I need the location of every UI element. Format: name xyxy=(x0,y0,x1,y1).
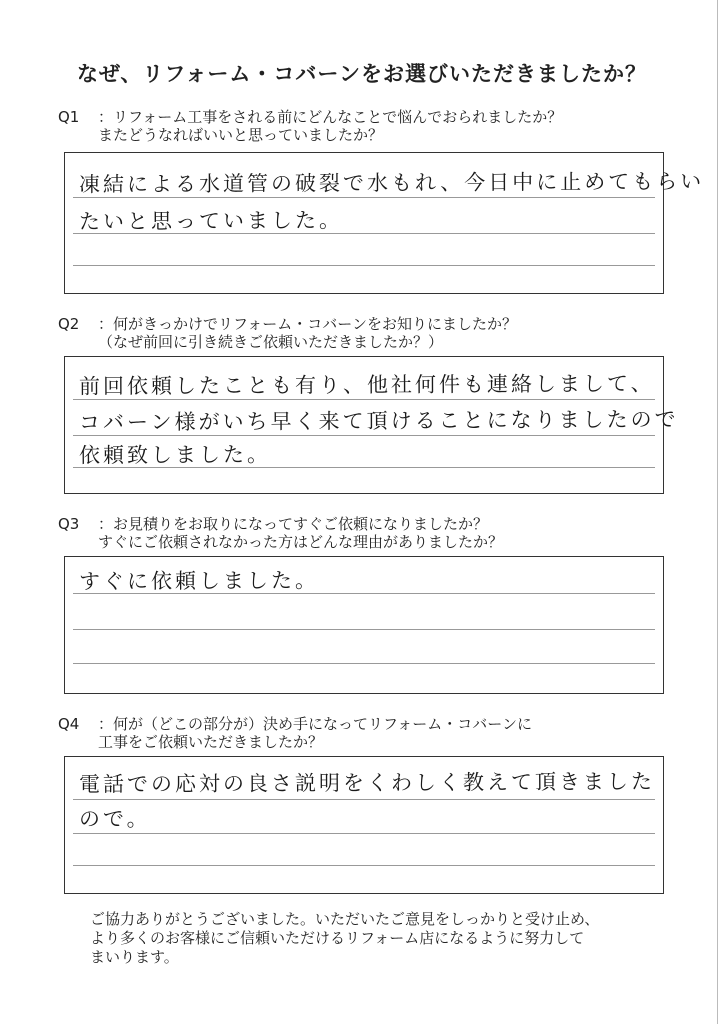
question-text-line1: ：リフォーム工事をされる前にどんなことで悩んでおられましたか？ xyxy=(98,108,563,126)
answer-rule xyxy=(73,265,655,266)
handwritten-answer-line: ので。 xyxy=(78,806,151,832)
closing-message-line: まいります。 xyxy=(90,948,179,966)
answer-rule xyxy=(73,629,655,630)
page-edge-line xyxy=(717,0,718,1024)
answer-rule xyxy=(73,663,655,664)
answer-rule xyxy=(73,799,655,800)
question-text-line2: 工事をご依頼いただきましたか？ xyxy=(98,733,324,751)
handwritten-answer-line: 前回依頼したことも有り、他社何件も連絡しまして、 xyxy=(78,371,655,399)
question-number: Q3 xyxy=(58,515,80,533)
answer-box-2 xyxy=(64,356,679,494)
handwritten-answer-line: コバーン様がいち早く来て頂けることになりましたので xyxy=(78,407,679,435)
closing-message xyxy=(90,910,670,967)
question-1 xyxy=(58,108,678,144)
question-number: Q2 xyxy=(58,315,80,333)
question-text-line1: ：何が（どこの部分が）決め手になってリフォーム・コバーンに xyxy=(98,715,532,733)
question-4 xyxy=(58,715,678,751)
handwritten-answer-line: たいと思っていました。 xyxy=(78,208,344,234)
question-3 xyxy=(58,515,678,551)
question-text-line2: （なぜ前回に引き続きご依頼いただきましたか？） xyxy=(98,333,444,351)
answer-box-3 xyxy=(64,556,664,694)
question-number: Q1 xyxy=(58,108,80,126)
handwritten-answer-line: すぐに依頼しました。 xyxy=(78,568,320,594)
answer-box-1 xyxy=(64,152,705,294)
question-text-line2: すぐにご依頼されなかった方はどんな理由がありましたか？ xyxy=(98,533,504,551)
answer-rule xyxy=(73,865,655,866)
question-text-line1: ：何がきっかけでリフォーム・コバーンをお知りにましたか？ xyxy=(98,315,517,333)
page-title: なぜ、リフォーム・コバーンをお選びいただきましたか？ xyxy=(77,62,647,86)
handwritten-answer-line: 依頼致しました。 xyxy=(78,442,272,468)
answer-box-4 xyxy=(64,756,664,894)
question-text-line1: ：お見積りをお取りになってすぐご依頼になりましたか？ xyxy=(98,515,489,533)
closing-message-line: ご協力ありがとうございました。いただいたご意見をしっかりと受け止め、 xyxy=(90,910,600,928)
question-text-line2: またどうなればいいと思っていましたか？ xyxy=(98,126,384,144)
answer-rule xyxy=(73,833,655,834)
question-number: Q4 xyxy=(58,715,80,733)
question-2 xyxy=(58,315,678,351)
handwritten-answer-line: 凍結による水道管の破裂で水もれ、今日中に止めてもらい xyxy=(78,169,705,197)
handwritten-answer-line: 電話での応対の良さ説明をくわしく教えて頂きました xyxy=(78,769,656,797)
closing-message-line: より多くのお客様にご信頼いただけるリフォーム店になるように努力して xyxy=(90,929,585,947)
